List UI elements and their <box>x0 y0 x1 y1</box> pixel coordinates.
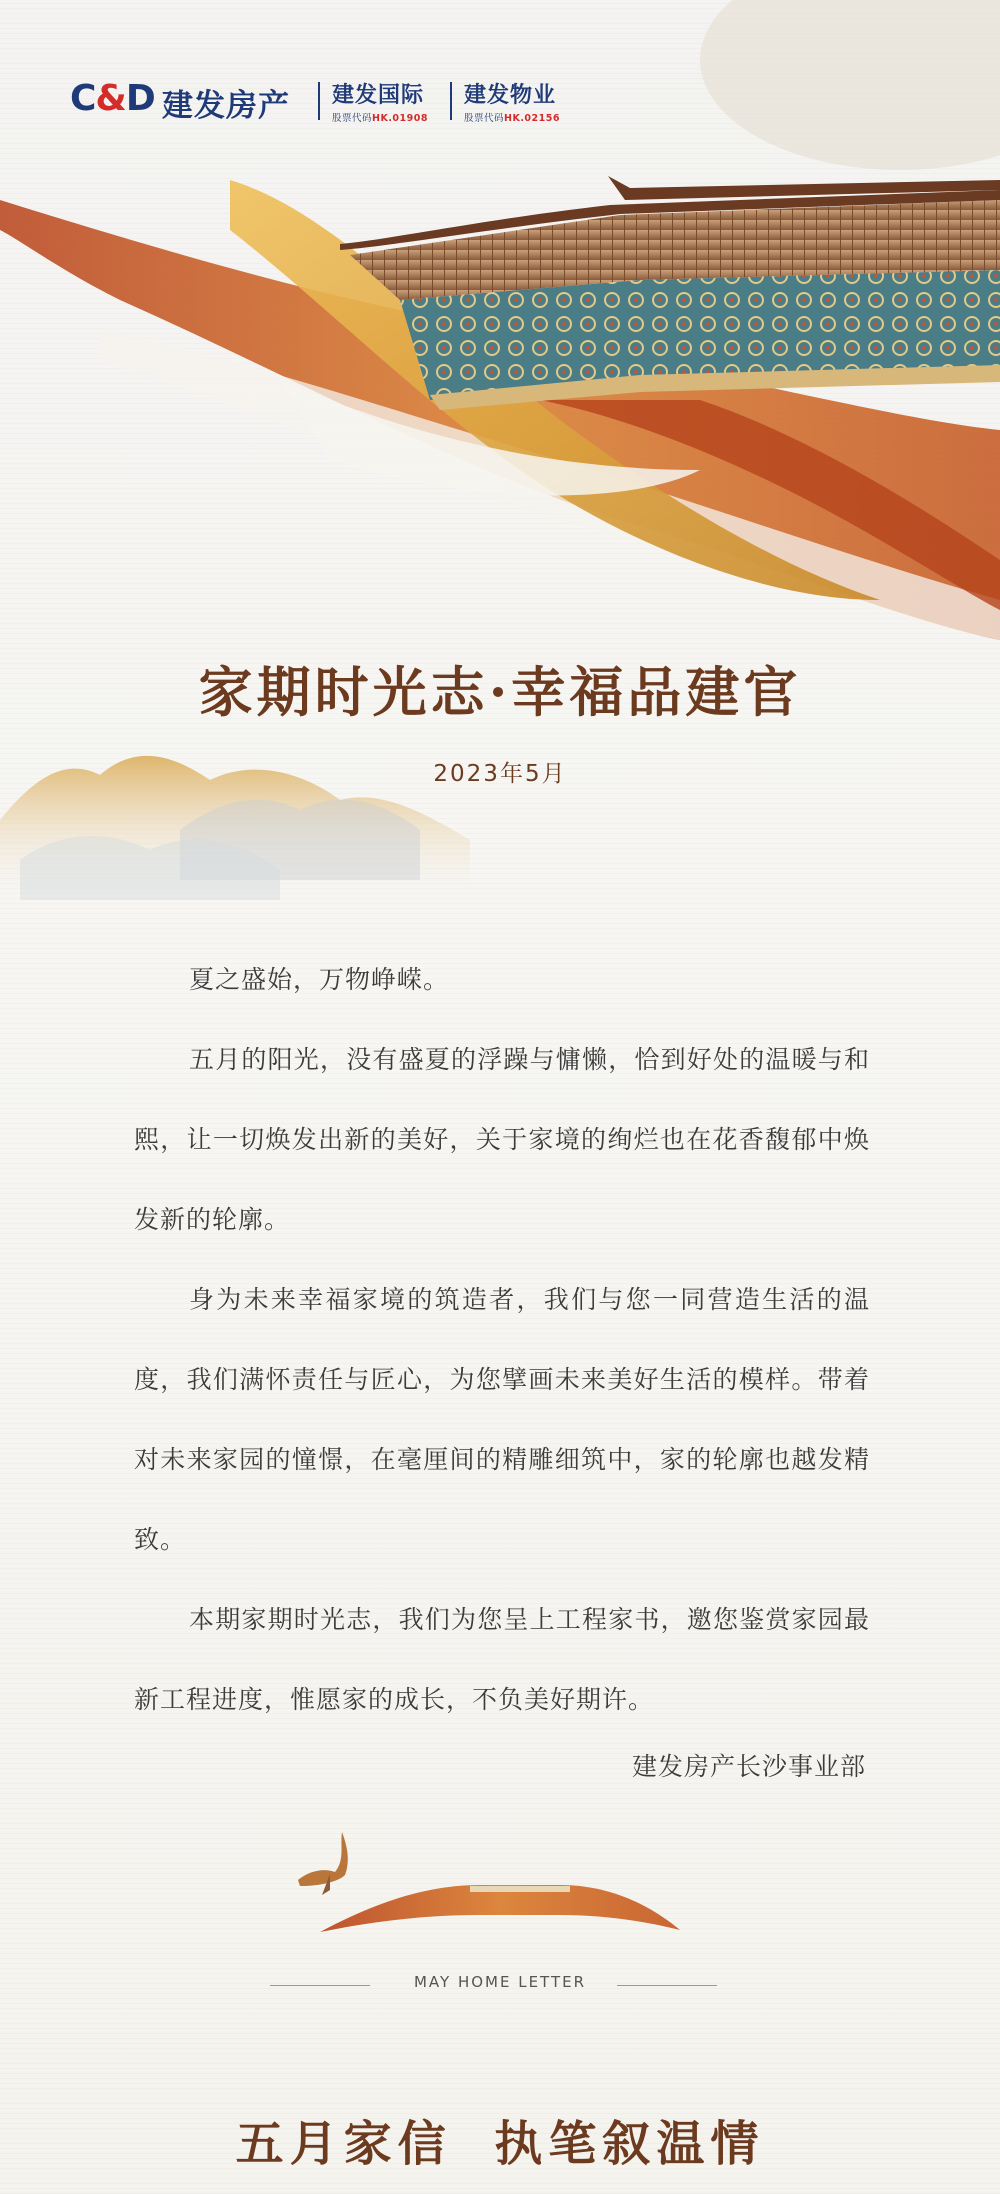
sub-company-property <box>464 78 560 124</box>
page-title: 家期时光志·幸福品建官 <box>198 660 802 724</box>
sub-company-international <box>332 78 428 124</box>
company-name: 建发房产 <box>162 88 290 124</box>
issue-date: 2023年5月 <box>433 761 567 787</box>
bird-icon <box>298 1832 348 1895</box>
letter-body <box>134 940 870 1740</box>
cd-logo: C&D <box>70 78 155 119</box>
slogan: 五月家信 执笔叙温情 <box>235 2116 765 2172</box>
stock-code: 股票代码HK.02156 <box>464 113 560 124</box>
paragraph: 本期家期时光志，我们为您呈上工程家书，邀您鉴赏家园最新工程进度，惟愿家的成长，不负美好期许。 <box>134 1605 870 1714</box>
paragraph: 五月的阳光，没有盛夏的浮躁与慵懒，恰到好处的温暖与和熙，让一切焕发出新的美好，关于家境的绚烂也在花香馥郁中焕发新的轮廓。 <box>134 1045 870 1234</box>
paragraph: 身为未来幸福家境的筑造者，我们与您一同营造生活的温度，我们满怀责任与匠心，为您擘画未来美好生活的模样。带着对未来家园的憧憬，在毫厘间的精雕细筑中，家的轮廓也越发精致。 <box>134 1285 870 1554</box>
sub-company-name: 建发国际 <box>332 83 425 108</box>
divider <box>318 82 320 120</box>
signature: 建发房产长沙事业部 <box>631 1752 866 1781</box>
stock-code: 股票代码HK.01908 <box>332 113 428 124</box>
sub-company-name: 建发物业 <box>464 83 557 108</box>
brand-header <box>70 76 590 126</box>
letter-label-row <box>0 1973 1000 2003</box>
letter-label: MAY HOME LETTER <box>413 1973 587 1991</box>
paragraph: 夏之盛始，万物峥嵘。 <box>189 965 450 994</box>
divider <box>450 82 452 120</box>
